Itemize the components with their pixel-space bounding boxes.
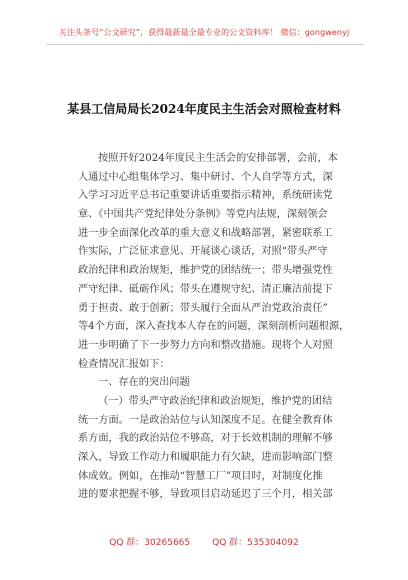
body-line: 等4个方面，深入查找本人存在的问题，深刻剖析问题根源， [78,321,350,333]
body-line: 进的要求把握不够，导致项目启动延迟了三个月，相关部 [78,489,333,501]
body-line: 作实际，广泛征求意见、开展谈心谈话，对照“带头严守 [78,246,328,258]
body-line: 检查情况汇报如下： [78,358,170,370]
body-line: 政治纪律和政治规矩，维护党的团结统一；带头增强党性 [78,265,333,277]
body-line: 进一步明确了下一步努力方向和整改措施。现将个人对照 [78,339,333,351]
header-notice: 关注头条号“公文研究”，获得最新最全最专业的公文资料库！ 微信：gongwenyj [58,28,350,37]
section-heading: 一、存在的突出问题 [98,377,190,389]
body-line: 按照开好2024年度民主生活会的安排部署，会前，本 [98,153,338,164]
body-line: 进一步全面深化改革的重大意义和战略部署，紧密联系工 [78,227,333,239]
body-line: 入学习习近平总书记重要讲话重要指示精神，系统研读党 [78,190,333,202]
footer-qq-group-2: QQ 群：535304092 [212,538,299,548]
body-line: 统一方面。一是政治站位与认知深度不足。在健全教育体 [78,414,333,426]
body-line: 人通过中心组集体学习、集中研讨、个人自学等方式，深 [78,171,333,183]
body-line: 深入，导致工作动力和履职能力有欠缺，进而影响部门整 [78,452,333,463]
body-line: （一）带头严守政治纪律和政治规矩，维护党的团结 [98,395,333,407]
body-line: 体成效。例如，在推动“智慧工厂”项目时，对制度化推 [78,470,323,482]
body-line: 勇于担责、敢于创新；带头履行全面从严治党政治责任” [78,302,328,314]
document-title: 某县工信局局长2024年度民主生活会对照检查材料 [67,102,341,116]
body-line: 严守纪律、砥砺作风；带头在遵规守纪、清正廉洁前提下 [78,283,333,295]
document-body [78,150,374,505]
body-line: 系方面，我的政治站位不够高，对于长效机制的理解不够 [78,433,333,445]
footer-qq-groups [0,535,408,548]
footer-qq-group-1: QQ 群：30265665 [109,538,191,548]
header-divider [46,44,364,45]
body-line: 章、《中国共产党纪律处分条例》等党内法规，深刻领会 [78,209,328,221]
